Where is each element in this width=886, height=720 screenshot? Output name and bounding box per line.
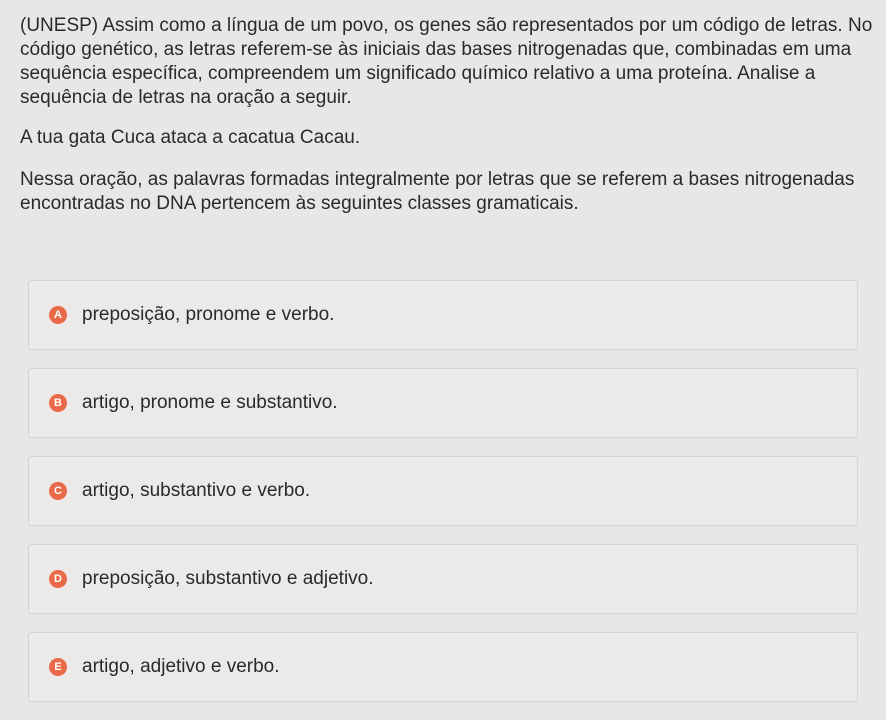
question-paragraph-sentence: A tua gata Cuca ataca a cacatua Cacau. bbox=[20, 127, 361, 148]
option-text: preposição, substantivo e adjetivo. bbox=[82, 568, 374, 589]
option-text: preposição, pronome e verbo. bbox=[82, 304, 335, 325]
option-letter-badge: E bbox=[49, 658, 67, 676]
option-letter-badge: A bbox=[49, 306, 67, 324]
option-a[interactable] bbox=[28, 280, 858, 350]
option-b[interactable] bbox=[28, 368, 858, 438]
option-text: artigo, pronome e substantivo. bbox=[82, 392, 338, 413]
option-letter-badge: C bbox=[49, 482, 67, 500]
option-c[interactable] bbox=[28, 456, 858, 526]
option-text: artigo, substantivo e verbo. bbox=[82, 480, 311, 501]
option-letter-badge: B bbox=[49, 394, 67, 412]
option-text: artigo, adjetivo e verbo. bbox=[82, 656, 280, 677]
question-paragraph-intro: (UNESP) Assim como a língua de um povo, os genes são representados por um código de letras. No código genético, as letras referem-se às iniciais das bases nitrogenadas que, combinadas em uma sequência específica, compreendem um significado químico relativo a uma proteína. Analise a sequência de letras na oração a seguir. bbox=[20, 15, 873, 108]
question-paragraph-prompt: Nessa oração, as palavras formadas integralmente por letras que se referem a bases nitrogenadas encontradas no DNA pertencem às seguintes classes gramaticais. bbox=[20, 169, 855, 214]
option-e[interactable] bbox=[28, 632, 858, 702]
option-d[interactable] bbox=[28, 544, 858, 614]
answer-options bbox=[28, 280, 858, 720]
question-stem bbox=[20, 14, 880, 216]
option-letter-badge: D bbox=[49, 570, 67, 588]
